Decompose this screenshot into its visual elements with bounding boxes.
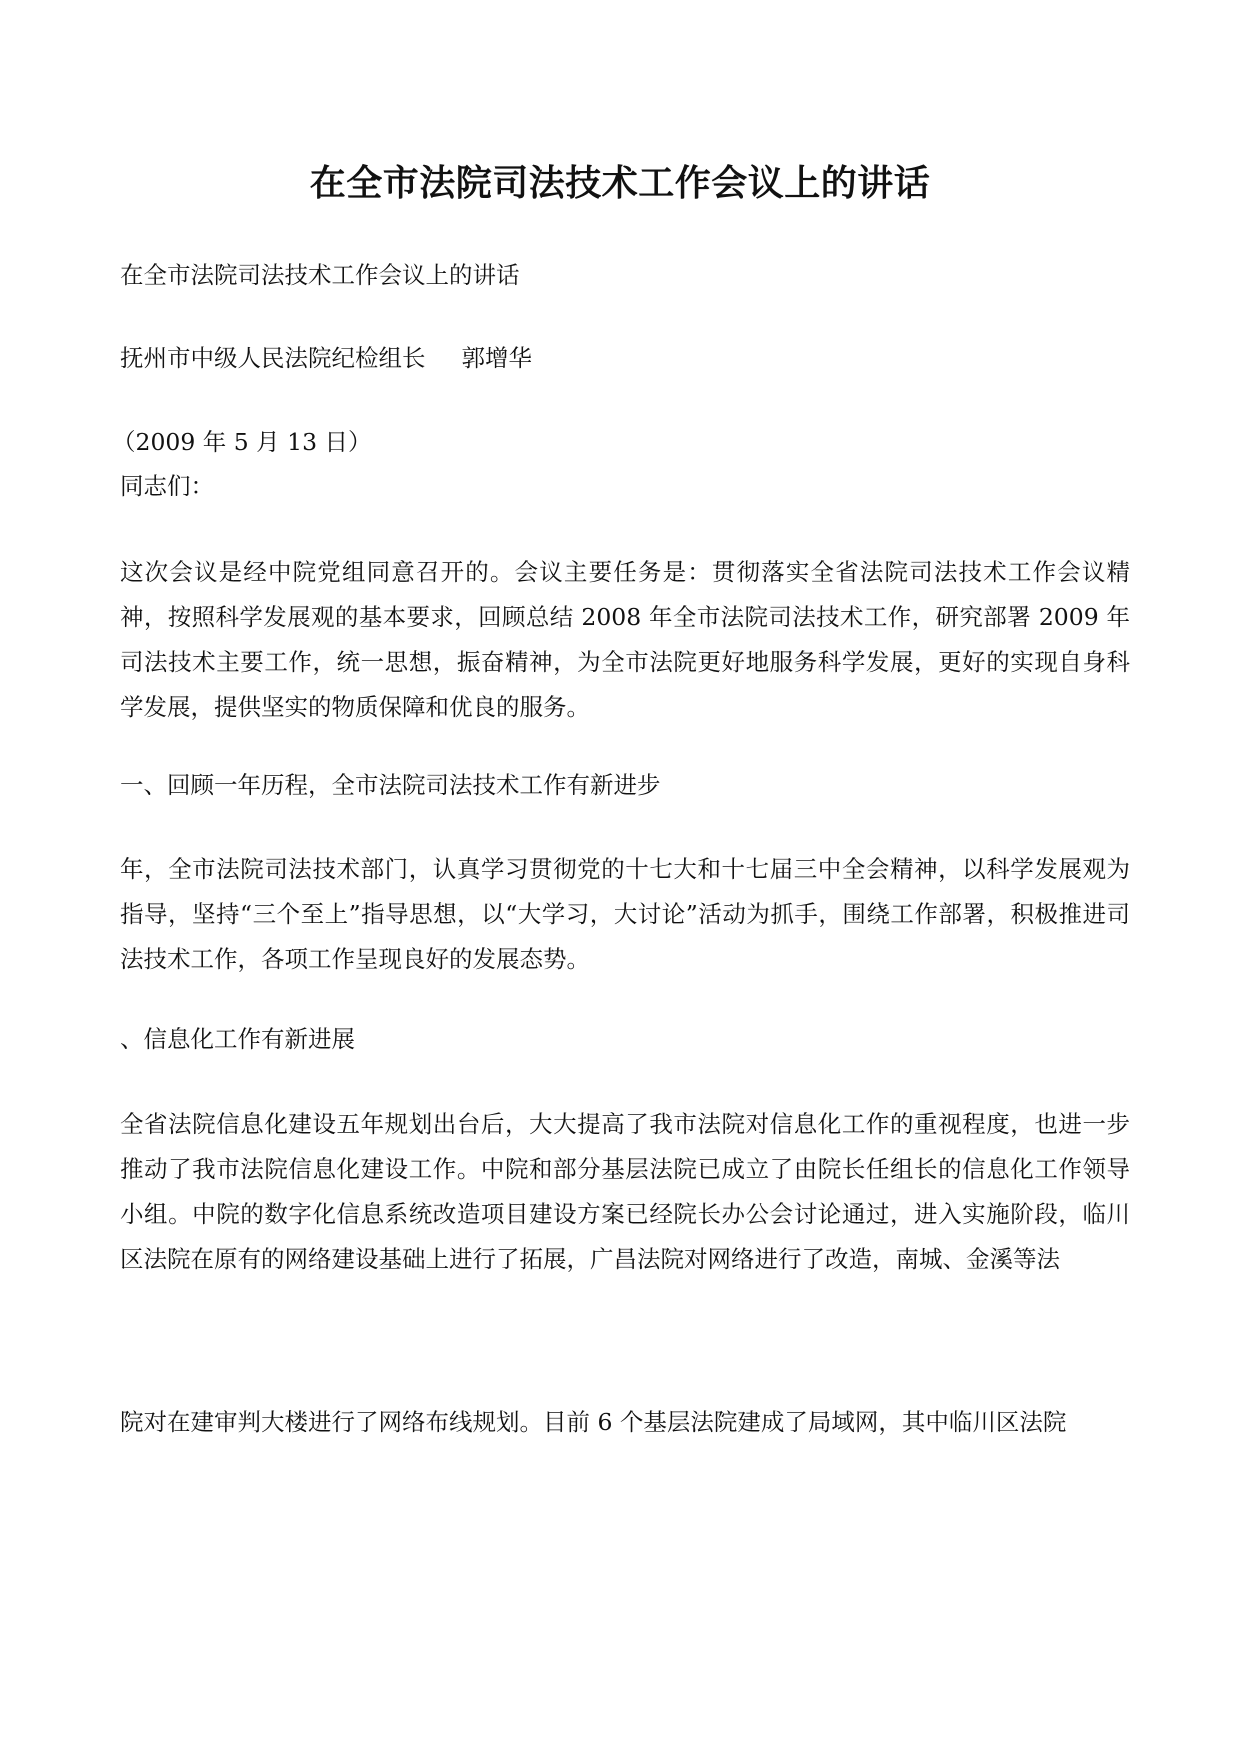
section-1-paragraph: 年，全市法院司法技术部门，认真学习贯彻党的十七大和十七届三中全会精神，以科学发展观为指导，坚持“三个至上”指导思想，以“大学习，大讨论”活动为抓手，围绕工作部署，积极推进司法技术工作，各项工作呈现良好的发展态势。 <box>120 855 1130 973</box>
document-subtitle: 在全市法院司法技术工作会议上的讲话 <box>120 261 520 289</box>
subsection-1-paragraph: 全省法院信息化建设五年规划出台后，大大提高了我市法院对信息化工作的重视程度，也进一步推动了我市法院信息化建设工作。中院和部分基层法院已成立了由院长任组长的信息化工作领导小组。中院的数字化信息系统改造项目建设方案已经院长办公会讨论通过，进入实施阶段，临川区法院在原有的网络建设基础上进行了拓展，广昌法院对网络进行了改造，南城、金溪等法 <box>120 1110 1130 1273</box>
salutation: 同志们： <box>120 472 214 500</box>
continuation-paragraph: 院对在建审判大楼进行了网络布线规划。目前 6 个基层法院建成了局域网，其中临川区法院 <box>120 1408 1067 1436</box>
speech-date: （2009 年 5 月 13 日） <box>112 428 372 456</box>
subsection-heading-1: 、信息化工作有新进展 <box>120 1025 355 1053</box>
speaker-role: 抚州市中级人民法院纪检组长 <box>120 344 426 372</box>
speaker-name: 郭增华 <box>461 344 532 372</box>
speaker-line <box>120 336 532 381</box>
section-heading-1: 一、回顾一年历程，全市法院司法技术工作有新进步 <box>120 771 661 799</box>
document-title: 在全市法院司法技术工作会议上的讲话 <box>309 162 931 204</box>
intro-paragraph: 这次会议是经中院党组同意召开的。会议主要任务是：贯彻落实全省法院司法技术工作会议精神，按照科学发展观的基本要求，回顾总结 2008 年全市法院司法技术工作，研究部署 2009 年司法技术主要工作，统一思想，振奋精神，为全市法院更好地服务科学发展，更好的实现自身科学发展，提供坚实的物质保障和优良的服务。 <box>120 558 1130 721</box>
